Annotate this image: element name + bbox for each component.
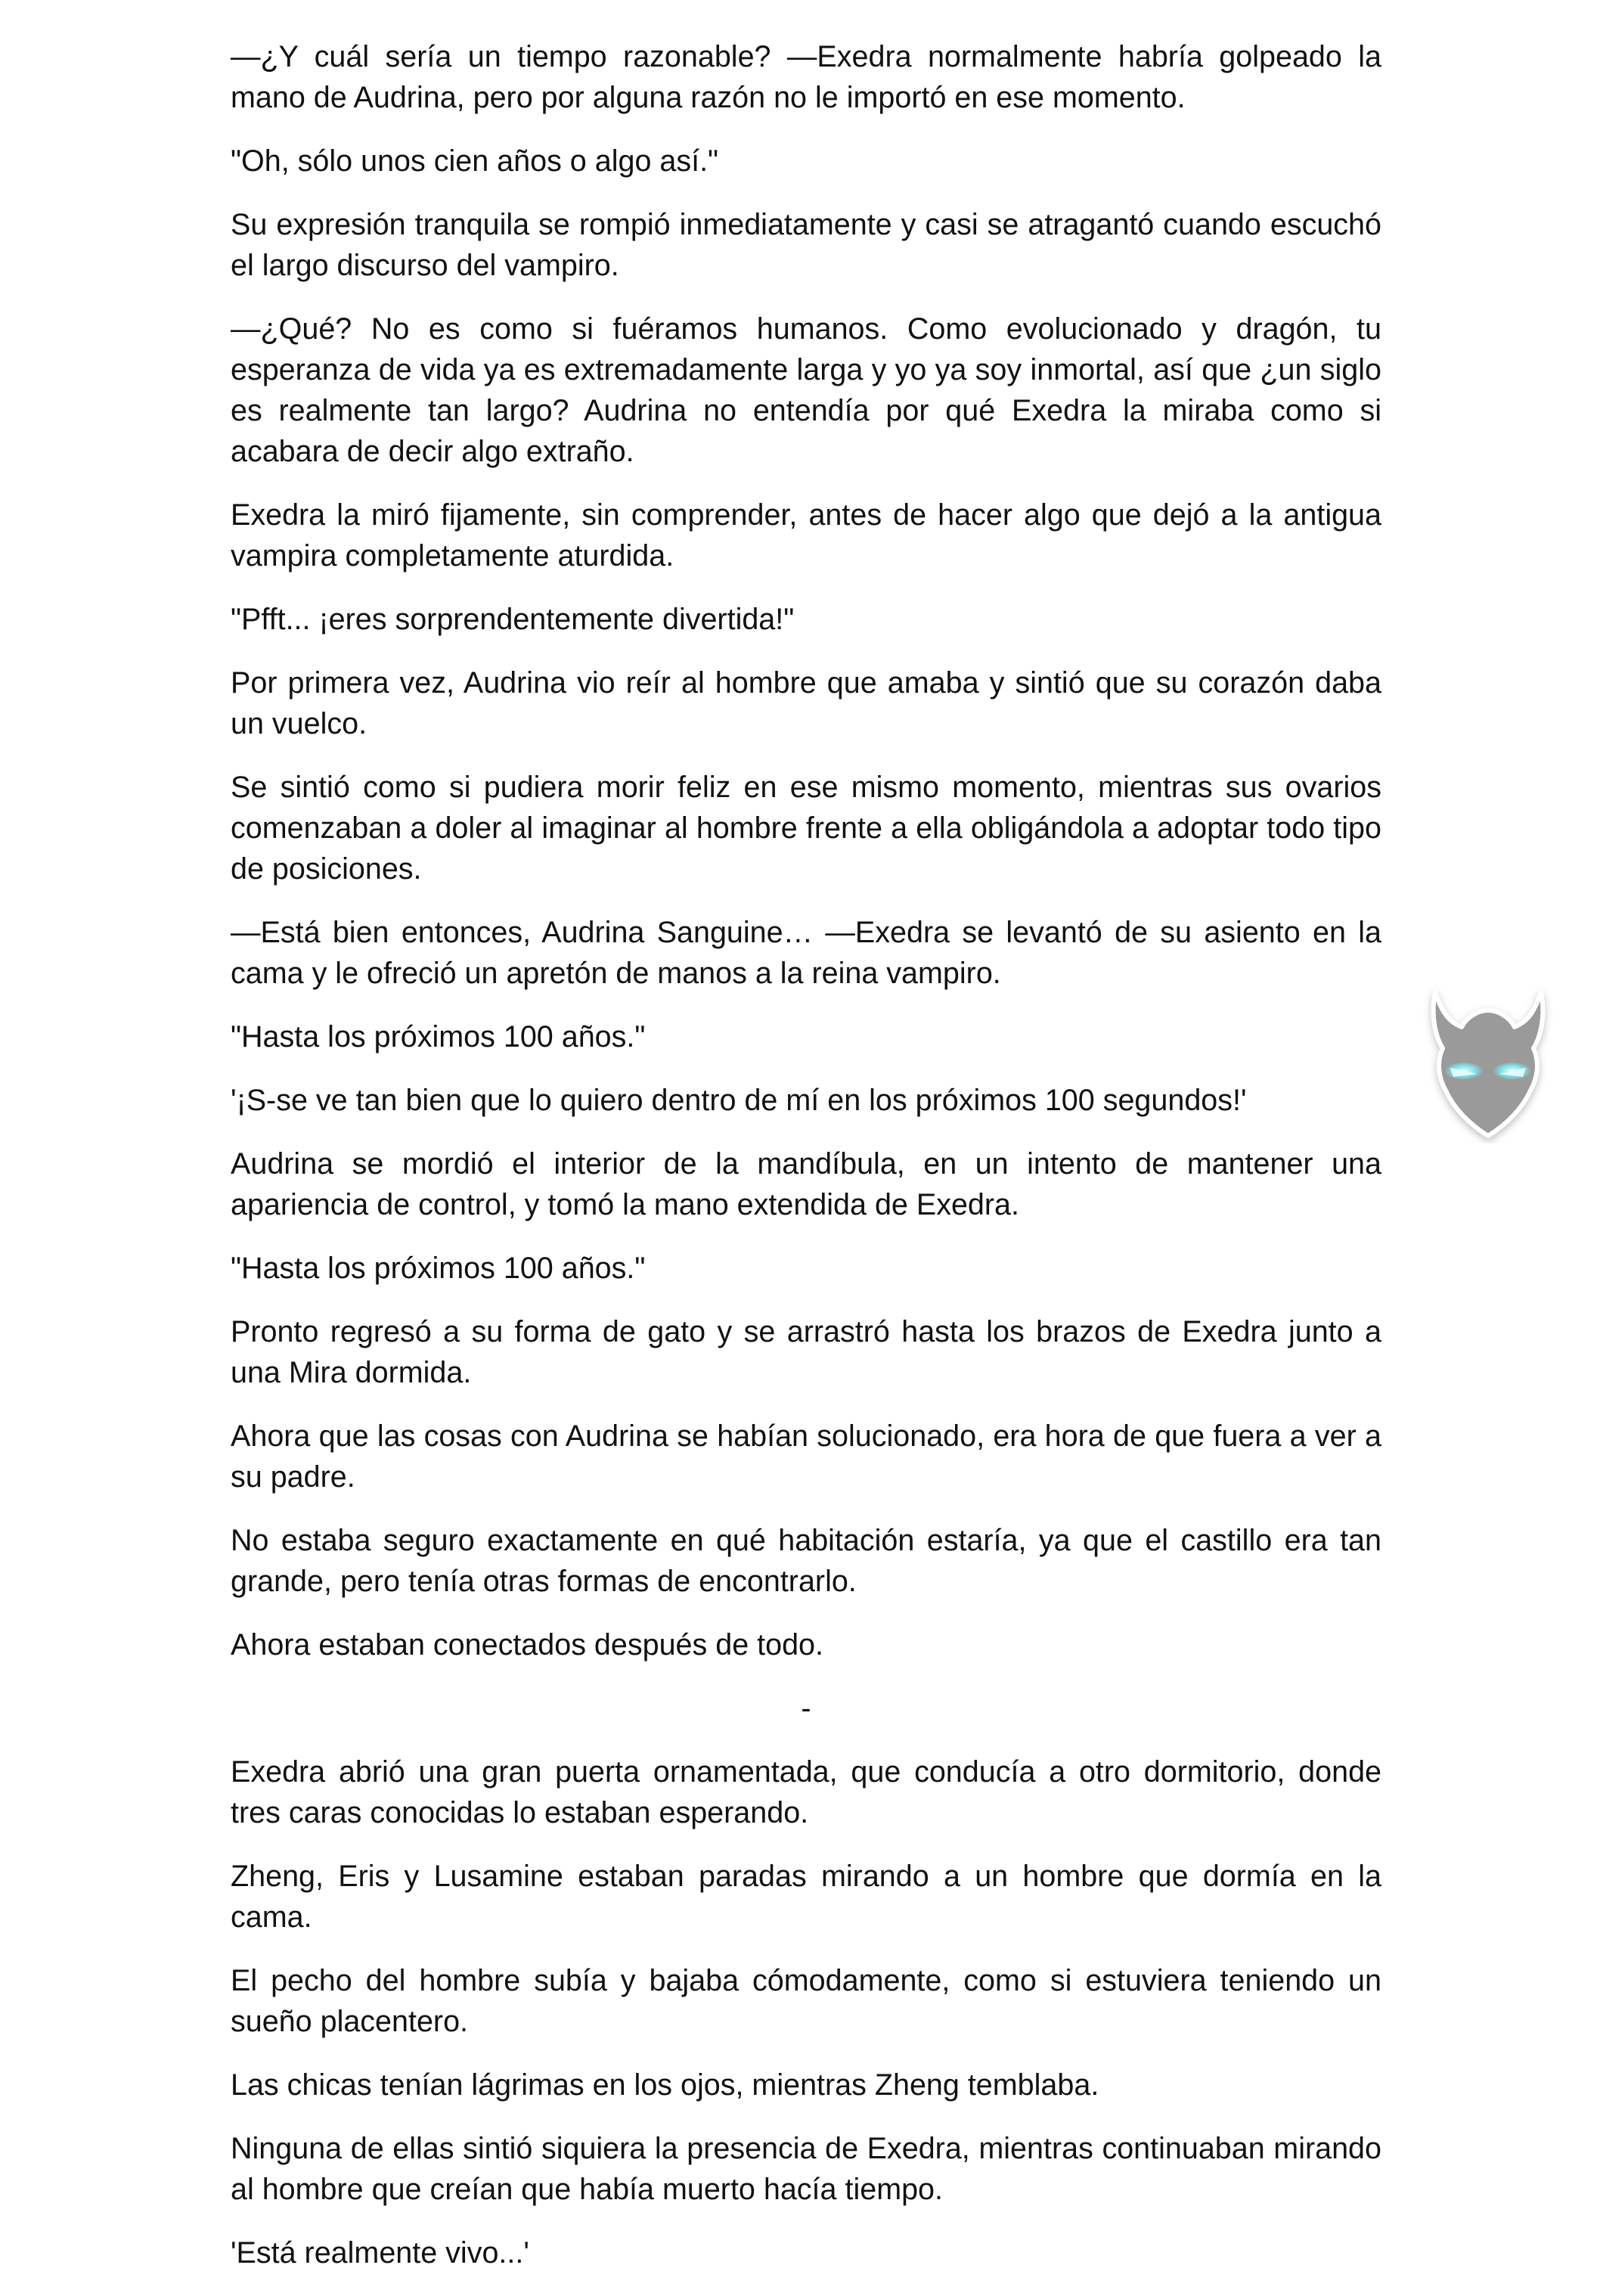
paragraph: "Hasta los próximos 100 años." xyxy=(231,1020,646,1053)
paragraph: Exedra abrió una gran puerta ornamentada, que conducía a otro dormitorio, donde tres caras conocidas lo estaban esperando. xyxy=(231,1755,1381,1829)
paragraph: Ahora que las cosas con Audrina se habían solucionado, era hora de que fuera a ver a su padre. xyxy=(231,1419,1381,1494)
paragraph: Zheng, Eris y Lusamine estaban paradas mirando a un hombre que dormía en la cama. xyxy=(231,1860,1381,1934)
paragraph: Se sintió como si pudiera morir feliz en ese mismo momento, mientras sus ovarios comenzaban a doler al imaginar al hombre frente a ella obligándola a adoptar todo tipo de posiciones. xyxy=(231,771,1381,886)
paragraph: 'Está realmente vivo...' xyxy=(231,2236,529,2270)
paragraph: "Hasta los próximos 100 años." xyxy=(231,1252,646,1285)
paragraph: Pronto regresó a su forma de gato y se arrastró hasta los brazos de Exedra junto a una Mira dormida. xyxy=(231,1315,1381,1389)
paragraph: Ninguna de ellas sintió siquiera la presencia de Exedra, mientras continuaban mirando al hombre que creían que había muerto hacía tiempo. xyxy=(231,2132,1381,2206)
paragraph: —¿Qué? No es como si fuéramos humanos. Como evolucionado y dragón, tu esperanza de vida ya es extremadamente larga y yo ya soy inmortal, así que ¿un siglo es realmente tan largo? Audrina no entendía por qué Exedra la miraba como si acabara de decir algo extraño. xyxy=(231,312,1381,468)
paragraph: Por primera vez, Audrina vio reír al hombre que amaba y sintió que su corazón daba un vuelco. xyxy=(231,666,1381,740)
scene-separator: - xyxy=(801,1692,811,1725)
paragraph: El pecho del hombre subía y bajaba cómodamente, como si estuviera teniendo un sueño placentero. xyxy=(231,1964,1381,2038)
paragraph: '¡S-se ve tan bien que lo quiero dentro de mí en los próximos 100 segundos!' xyxy=(231,1084,1247,1117)
paragraph: No estaba seguro exactamente en qué habitación estaría, ya que el castillo era tan grande, pero tenía otras formas de encontrarlo. xyxy=(231,1524,1381,1598)
paragraph: Exedra la miró fijamente, sin comprender, antes de hacer algo que dejó a la antigua vampira completamente aturdida. xyxy=(231,498,1381,572)
paragraph: Las chicas tenían lágrimas en los ojos, mientras Zheng temblaba. xyxy=(231,2068,1099,2102)
paragraph: "Oh, sólo unos cien años o algo así." xyxy=(231,144,719,178)
paragraph: —¿Y cuál sería un tiempo razonable? —Exedra normalmente habría golpeado la mano de Audrina, pero por alguna razón no le importó en ese momento. xyxy=(231,40,1381,114)
paragraph: Audrina se mordió el interior de la mandíbula, en un intento de mantener una apariencia de control, y tomó la mano extendida de Exedra. xyxy=(231,1147,1381,1221)
paragraph: —Está bien entonces, Audrina Sanguine… —Exedra se levantó de su asiento en la cama y le ofreció un apretón de manos a la reina vampiro. xyxy=(231,916,1381,990)
paragraph: "Pfft... ¡eres sorprendentemente divertida!" xyxy=(231,603,795,636)
demon-head-icon xyxy=(1420,977,1556,1143)
paragraph: Ahora estaban conectados después de todo. xyxy=(231,1628,824,1661)
document-body xyxy=(231,36,1381,2296)
paragraph: Su expresión tranquila se rompió inmediatamente y casi se atragantó cuando escuchó el largo discurso del vampiro. xyxy=(231,208,1381,282)
